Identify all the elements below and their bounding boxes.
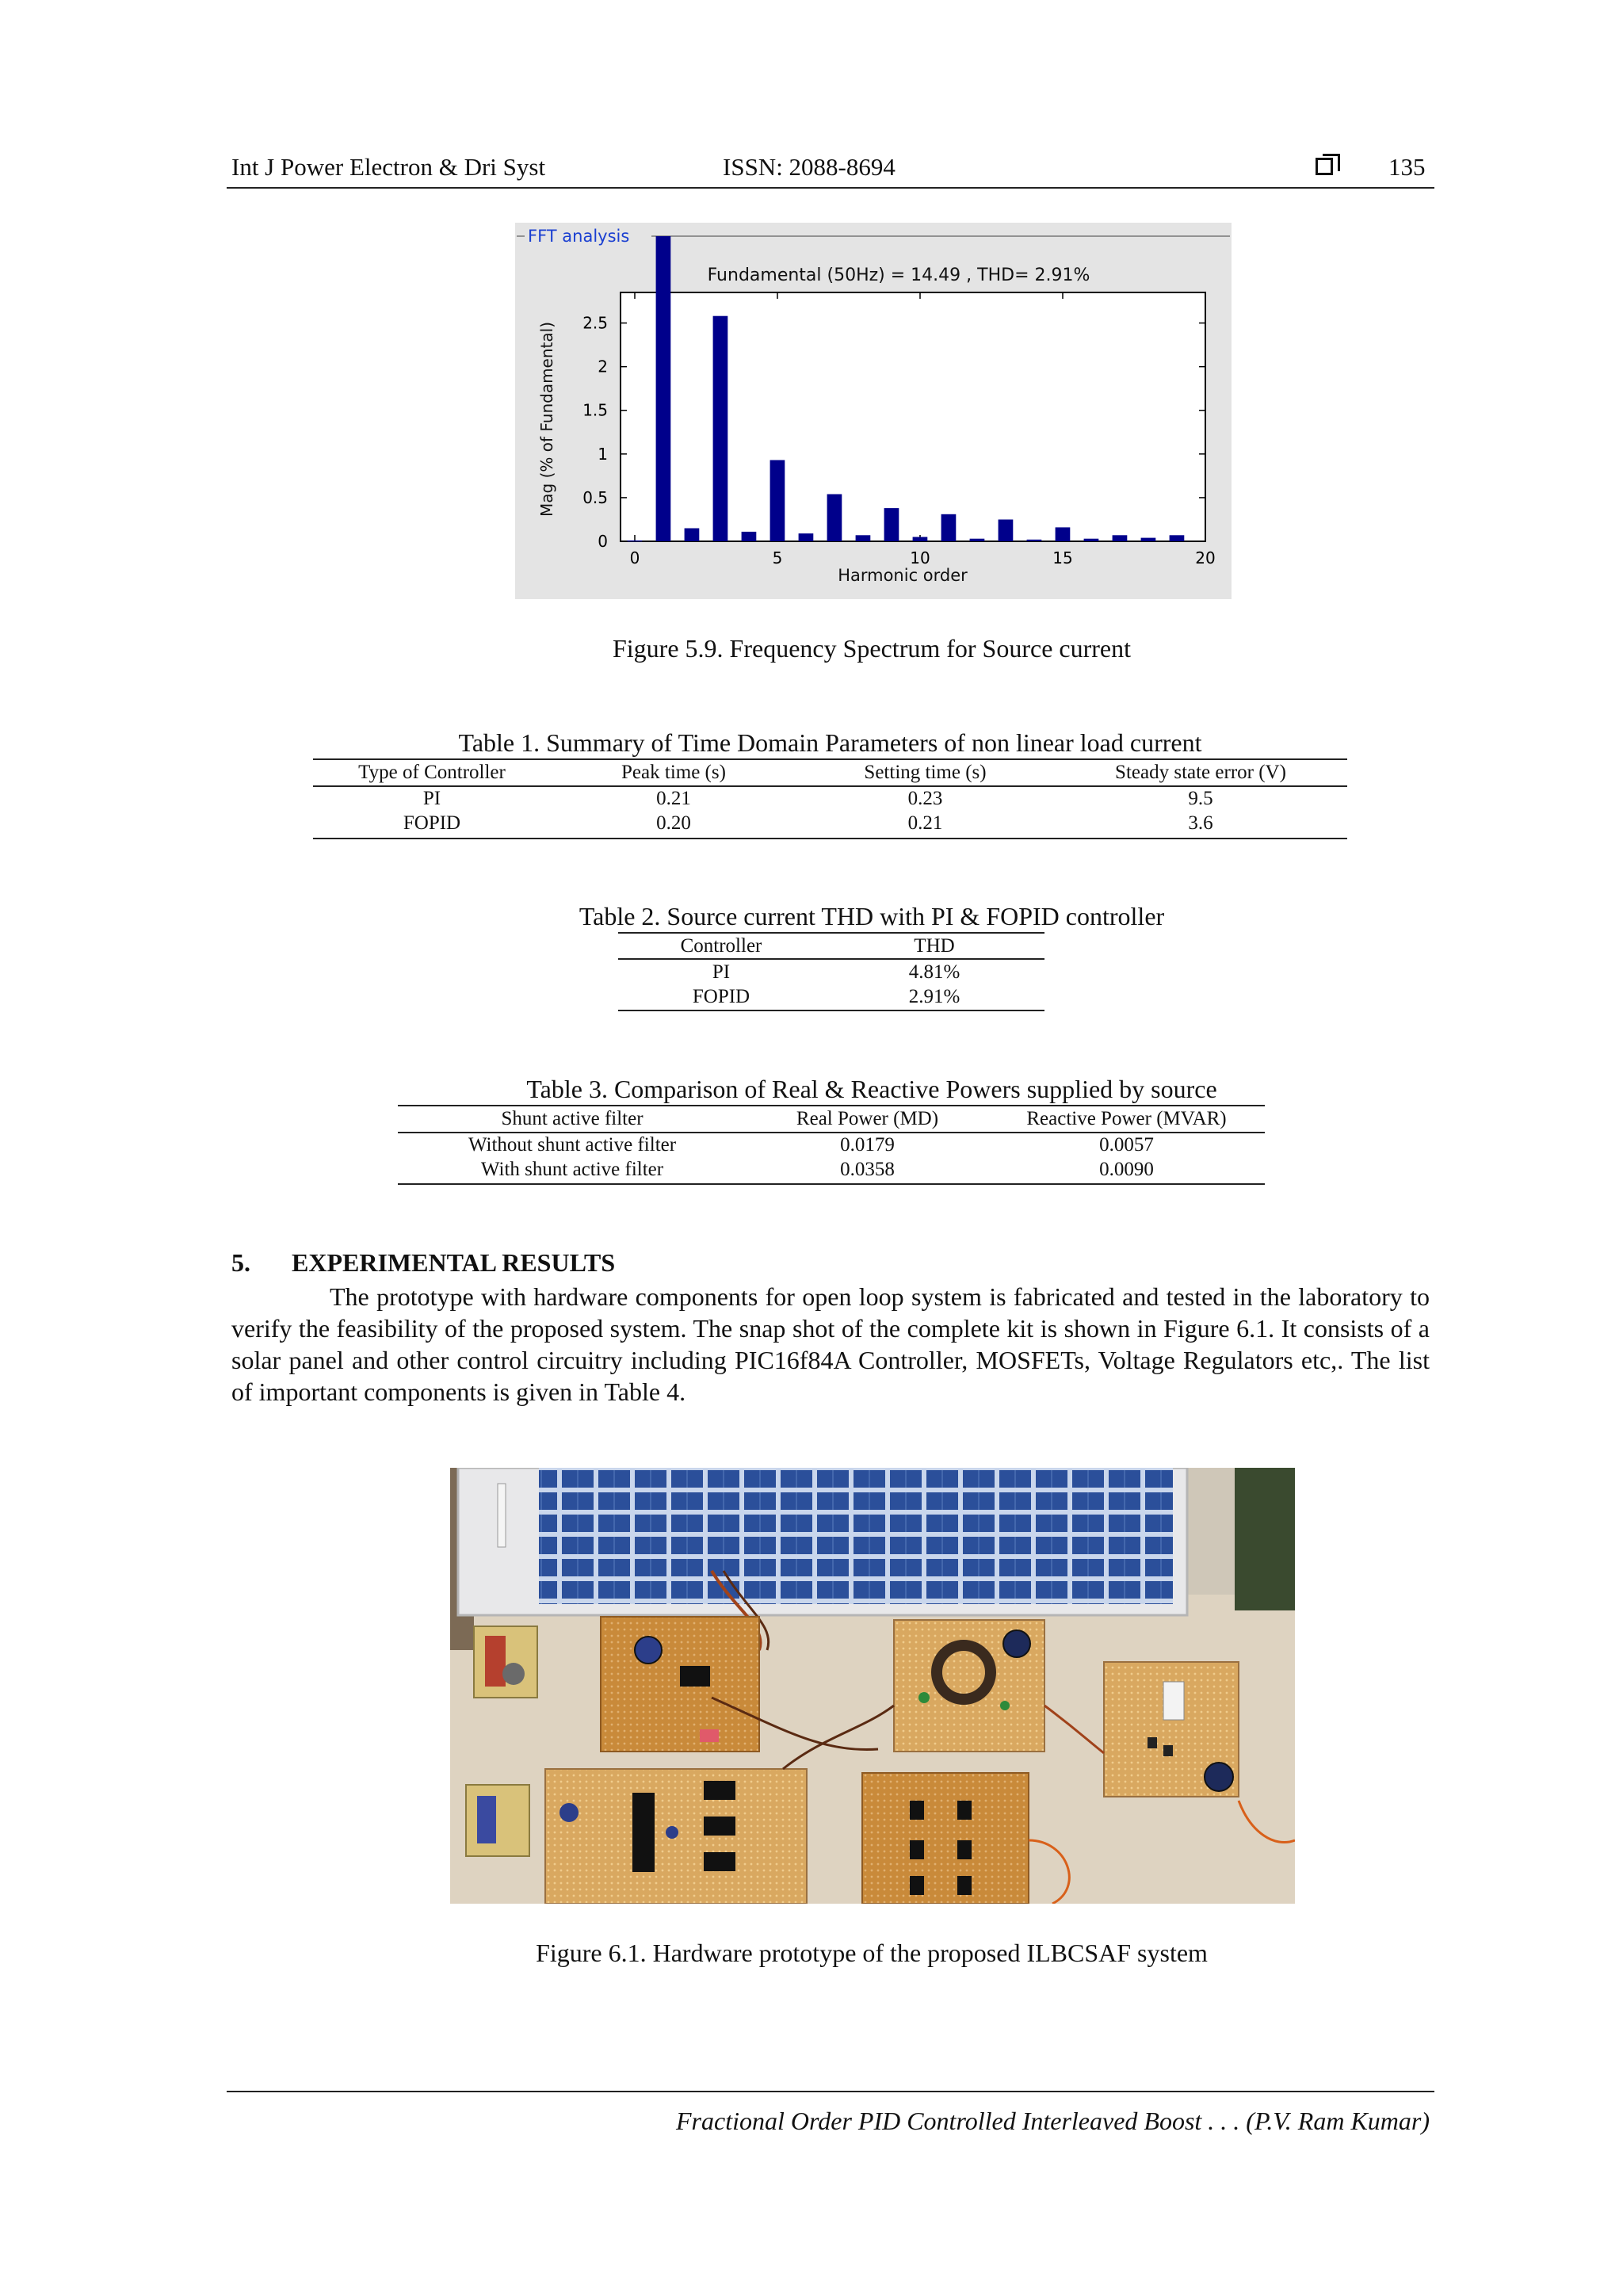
footer-rule (227, 2091, 1434, 2092)
x-tick-label: 5 (772, 548, 783, 567)
plot-area (621, 292, 1205, 541)
table-header-cell: Steady state error (V) (1115, 762, 1286, 783)
table-cell: 0.21 (907, 812, 943, 834)
harmonic-bar (1113, 535, 1128, 541)
table-header-cell: THD (914, 935, 955, 957)
y-tick-label: 2 (598, 357, 608, 376)
table-header-cell: Setting time (s) (864, 762, 987, 783)
harmonic-bar (713, 316, 728, 541)
harmonic-bar (913, 537, 928, 542)
section-number: 5. (231, 1248, 250, 1277)
table-cell: FOPID (403, 812, 461, 834)
table-row (618, 984, 1044, 1009)
x-axis-label: Harmonic order (838, 566, 968, 585)
y-tick-label: 2.5 (582, 313, 608, 333)
table-cell: 9.5 (1188, 788, 1213, 809)
table-header-cell: Shunt active filter (501, 1108, 643, 1129)
table-row (313, 811, 1347, 835)
table-header-cell: Type of Controller (358, 762, 506, 783)
harmonic-bar (1084, 539, 1099, 541)
x-tick-label: 0 (629, 548, 640, 567)
y-axis-label: Mag (% of Fundamental) (537, 322, 556, 517)
harmonic-bar (656, 236, 671, 541)
y-tick-label: 1 (598, 444, 608, 464)
table-header-cell: Controller (680, 935, 762, 957)
table1 (313, 760, 1347, 835)
table-cell: 0.21 (656, 788, 691, 809)
panel-title: FFT analysis (528, 227, 630, 246)
table-header-row (313, 760, 1347, 785)
harmonic-bar (742, 532, 757, 541)
table-row (313, 786, 1347, 811)
journal-name: Int J Power Electron & Dri Syst (231, 153, 546, 181)
page-number: 135 (1388, 153, 1426, 181)
harmonic-bar (827, 495, 842, 542)
table-header-cell: Peak time (s) (621, 762, 726, 783)
section-paragraph (231, 1281, 1430, 1408)
paragraph-text: The prototype with hardware components for open loop system is fabricated and tested in the laboratory to verify the feasibility of the proposed system. The snap shot of the complete kit is shown in Figure 6.1. It consists of a solar panel and other control circuitry including PIC16f84A Controller, MOSFETs, Voltage Regulators etc,. The list of important components is given in Table 4. (231, 1282, 1430, 1406)
table-cell: 0.0358 (840, 1159, 895, 1180)
x-tick-label: 15 (1052, 548, 1073, 567)
hardware-prototype-photo (450, 1468, 1295, 1904)
y-tick-label: 0 (598, 532, 608, 551)
harmonic-bar (884, 508, 899, 541)
table-cell: FOPID (692, 986, 750, 1007)
table-cell: 0.0179 (840, 1134, 895, 1156)
table-cell: PI (422, 788, 441, 809)
issn: ISSN: 2088-8694 (723, 153, 896, 181)
fft-figure (515, 223, 1232, 599)
harmonic-bar (999, 520, 1014, 542)
table-row (398, 1157, 1265, 1182)
table-header-row (398, 1106, 1265, 1131)
harmonic-bar (941, 514, 957, 541)
harmonic-bar (970, 539, 985, 541)
table-header-cell: Reactive Power (MVAR) (1026, 1108, 1227, 1129)
table2-bottom-rule (618, 1010, 1044, 1011)
table-header-cell: Real Power (MD) (796, 1108, 939, 1129)
table1-caption: Table 1. Summary of Time Domain Parameters of non linear load current (458, 728, 1202, 757)
box-icon (1316, 158, 1333, 175)
header-rule (227, 187, 1434, 189)
x-tick-label: 10 (910, 548, 930, 567)
harmonic-bar (1170, 535, 1185, 541)
table3-bottom-rule (398, 1183, 1265, 1185)
table1-bottom-rule (313, 838, 1347, 839)
harmonic-bar (1141, 538, 1156, 541)
section-title: EXPERIMENTAL RESULTS (292, 1248, 616, 1277)
table-cell: 0.0090 (1099, 1159, 1154, 1180)
section-heading (231, 1248, 615, 1278)
figure-5-9-caption: Figure 5.9. Frequency Spectrum for Source current (612, 634, 1132, 663)
harmonic-bar (628, 541, 643, 542)
table-header-row (618, 934, 1044, 958)
hardware-photo-illustration (450, 1468, 1295, 1904)
harmonic-bar (685, 529, 700, 542)
figure-6-1-caption: Figure 6.1. Hardware prototype of the proposed ILBCSAF system (536, 1939, 1208, 1967)
harmonic-bar (770, 460, 785, 542)
table-cell: 3.6 (1188, 812, 1213, 834)
table-row (398, 1133, 1265, 1157)
table2 (618, 934, 1044, 1009)
table2-caption: Table 2. Source current THD with PI & FOPID controller (579, 902, 1165, 930)
y-tick-label: 0.5 (582, 487, 608, 507)
chart-title: Fundamental (50Hz) = 14.49 , THD= 2.91% (707, 266, 1090, 285)
harmonic-bar (1027, 540, 1042, 541)
table-cell: 0.23 (907, 788, 943, 809)
running-title: Fractional Order PID Controlled Interleaved Boost . . . (P.V. Ram Kumar) (675, 2107, 1430, 2135)
table-cell: 0.20 (656, 812, 691, 834)
table-row (618, 960, 1044, 984)
table-cell: 2.91% (908, 986, 960, 1007)
fft-chart (515, 223, 1232, 599)
table3 (398, 1106, 1265, 1182)
table-cell: 0.0057 (1099, 1134, 1154, 1156)
table-cell: Without shunt active filter (468, 1134, 677, 1156)
table-cell: 4.81% (908, 961, 960, 983)
table-cell: With shunt active filter (480, 1159, 664, 1180)
table-cell: PI (712, 961, 731, 983)
harmonic-bar (856, 535, 871, 541)
x-tick-label: 20 (1195, 548, 1216, 567)
table3-caption: Table 3. Comparison of Real & Reactive Powers supplied by source (526, 1075, 1217, 1103)
harmonic-bar (799, 533, 814, 541)
harmonic-bar (1056, 527, 1071, 541)
y-tick-label: 1.5 (582, 400, 608, 420)
